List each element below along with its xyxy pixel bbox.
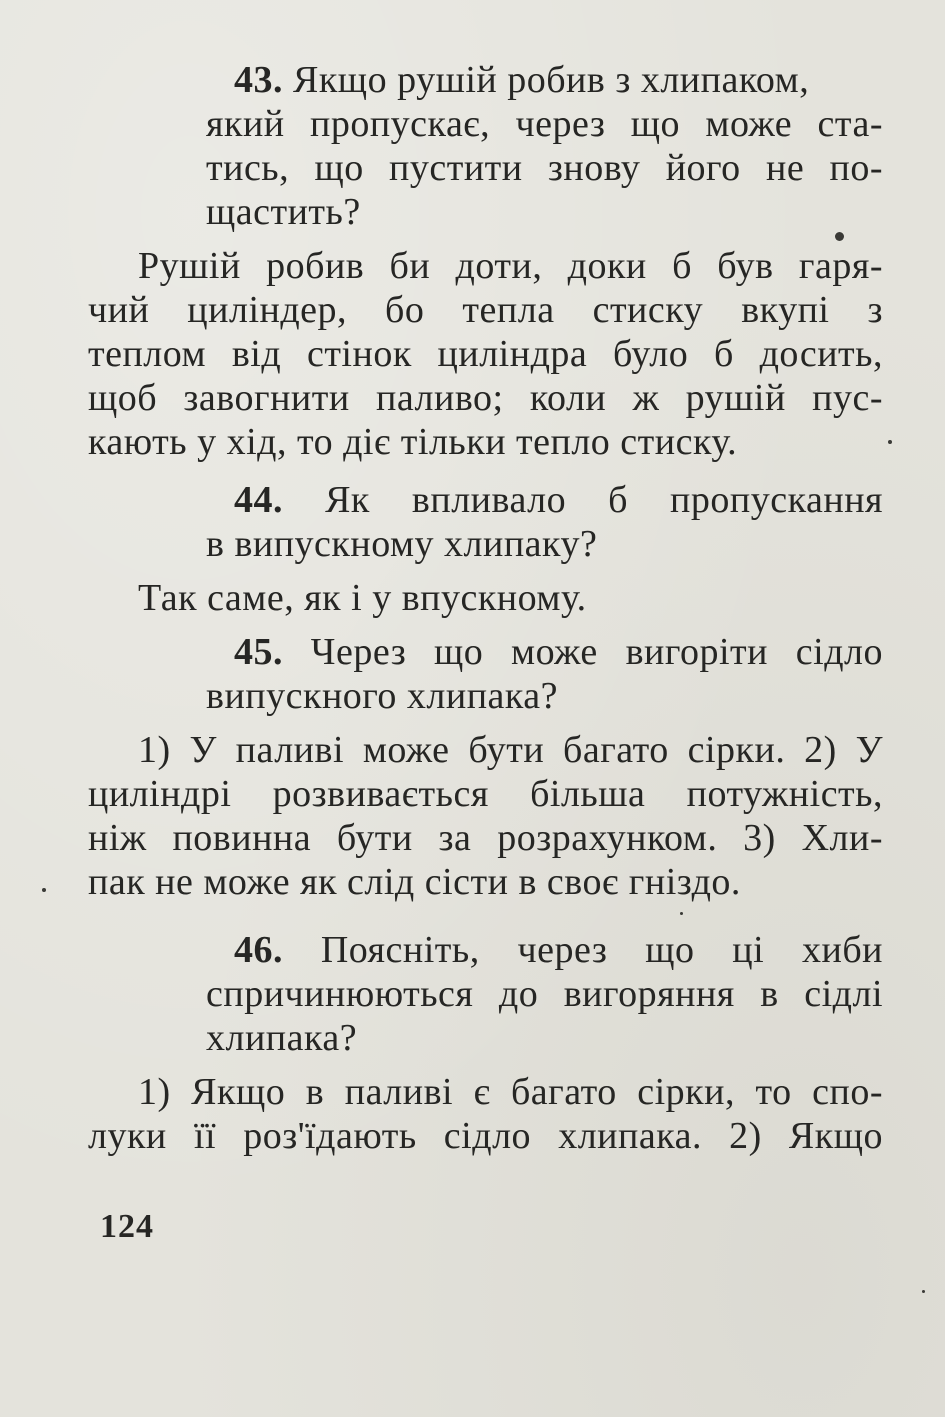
answer-46-line-1: 1) Якщо в паливі є багато сірки, то спо- — [138, 1071, 883, 1113]
page-text — [88, 58, 883, 1158]
answer-45-line-4: пак не може як слід сісти в своє гніздо. — [88, 861, 741, 903]
question-44-number: 44. — [234, 479, 283, 521]
scan-speck — [888, 440, 892, 444]
question-44-text-line: Як впливало б пропускання — [325, 479, 884, 521]
question-46-line-2: спричинюються до вигоряння в сідлі — [206, 973, 883, 1015]
answer-43-line-2: чий циліндер, бо тепла стиску вкупі з — [88, 289, 883, 331]
question-45-text-line: Через що може вигоріти сідло — [310, 631, 883, 673]
question-43-line-3: тись, що пустити знову його не по- — [206, 147, 883, 189]
question-46-line-1 — [234, 928, 883, 972]
question-43-line-1 — [234, 58, 883, 102]
question-46-number: 46. — [234, 929, 283, 971]
question-46-text-line: Поясніть, через що ці хиби — [320, 929, 884, 971]
scan-speck — [922, 1290, 925, 1293]
question-44-line-2: в випускному хлипаку? — [206, 523, 598, 565]
answer-46-line-2: луки її роз'їдають сідло хлипака. 2) Якщо — [88, 1115, 883, 1157]
scan-speck — [680, 912, 683, 915]
question-43-line-4: щастить? — [206, 191, 361, 233]
answer-43-line-1: Рушій робив би доти, доки б був гаря- — [138, 245, 883, 287]
answer-45-line-2: циліндрі розвивається більша потужність, — [88, 773, 883, 815]
question-45-line-1 — [234, 630, 883, 674]
answer-43-line-5: кають у хід, то діє тільки тепло стиску. — [88, 421, 738, 463]
answer-44-line-1: Так саме, як і у впускному. — [138, 577, 587, 619]
answer-45-line-3: ніж повинна бути за розрахунком. 3) Хли- — [88, 817, 883, 859]
answer-43-line-3: теплом від стінок циліндра було б досить, — [88, 333, 883, 375]
page-number: 124 — [100, 1208, 154, 1245]
question-43-line-2: який пропускає, через що може ста- — [206, 103, 883, 145]
scan-speck — [835, 232, 844, 241]
question-44-line-1 — [234, 478, 883, 522]
question-45-line-2: випускного хлипака? — [206, 675, 559, 717]
question-43-text-line: Якщо рушій робив з хлипаком, — [293, 59, 810, 101]
scan-speck — [42, 888, 46, 892]
question-45-number: 45. — [234, 631, 283, 673]
question-46-line-3: хлипака? — [206, 1017, 358, 1059]
answer-45-line-1: 1) У паливі може бути багато сірки. 2) У — [138, 729, 883, 771]
question-43-number: 43. — [234, 59, 283, 101]
answer-43-line-4: щоб завогнити паливо; коли ж рушій пус- — [88, 377, 883, 419]
